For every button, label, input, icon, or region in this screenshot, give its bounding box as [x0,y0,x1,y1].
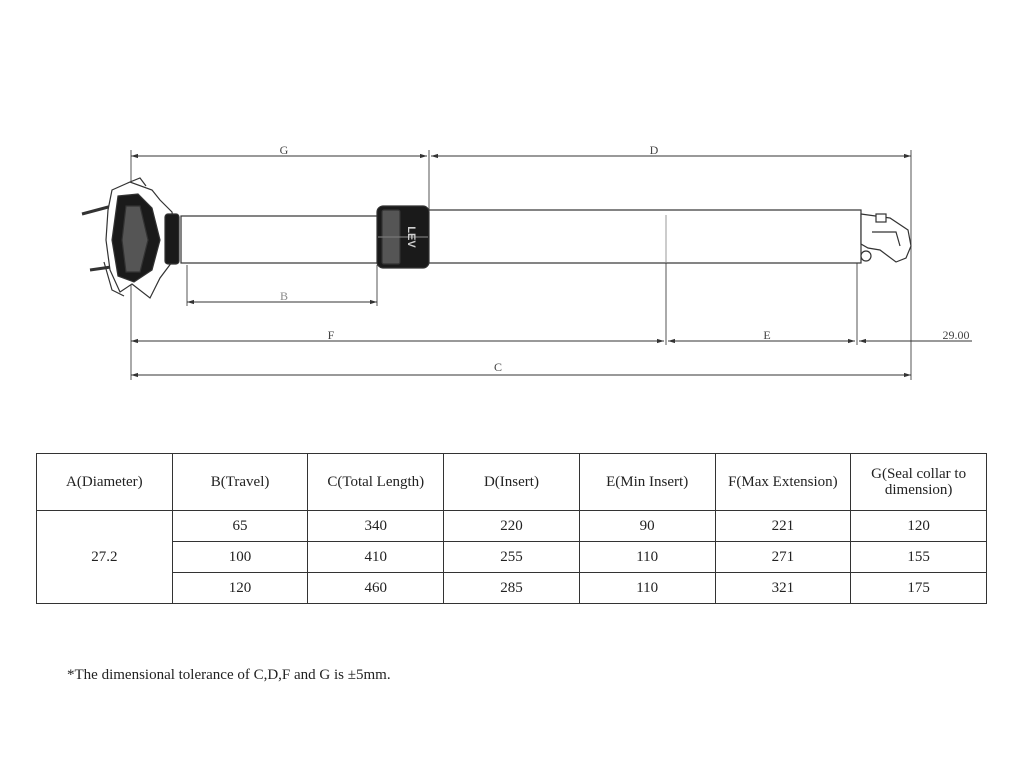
brand-mark: LEV [405,226,417,248]
seatpost [82,178,911,298]
dim-f-label: F [327,328,335,342]
header-d-insert: D(Insert) [444,454,580,511]
table-cell: 220 [444,511,580,542]
table-cell: 100 [172,542,308,573]
table-cell: 255 [444,542,580,573]
table-cell: 175 [851,573,987,604]
table-cell: 271 [715,542,851,573]
table-cell: 155 [851,542,987,573]
diameter-cell: 27.2 [37,511,173,604]
dim-g-label: G [279,143,289,157]
cable-actuator [861,214,911,262]
table-cell: 321 [715,573,851,604]
table-cell: 120 [851,511,987,542]
header-f-max-extension: F(Max Extension) [715,454,851,511]
table-row [37,511,987,542]
table-cell: 285 [444,573,580,604]
table-cell: 460 [308,573,444,604]
upper-stanchion [181,216,381,263]
header-e-min-insert: E(Min Insert) [579,454,715,511]
table-cell: 110 [579,573,715,604]
dim-tip-label: 29.00 [942,328,970,342]
lower-tube [427,210,861,263]
table-cell: 221 [715,511,851,542]
extension-lines [131,150,911,380]
header-a-diameter: A(Diameter) [37,454,173,511]
table-cell: 110 [579,542,715,573]
dim-c-label: C [493,360,503,374]
dim-d-label: D [649,143,659,157]
dim-e-label: E [763,328,771,342]
saddle-clamp-head [82,178,179,298]
table-row [37,573,987,604]
tolerance-note: *The dimensional tolerance of C,D,F and G is ±5mm. [67,667,391,683]
dim-b-label: B [279,289,289,303]
dimension-table [36,453,987,604]
dimension-lines [131,156,972,375]
header-g-seal-collar: G(Seal collar to dimension) [851,454,987,511]
table-cell: 120 [172,573,308,604]
table-cell: 410 [308,542,444,573]
header-b-travel: B(Travel) [172,454,308,511]
seal-collar [377,206,429,268]
table-cell: 90 [579,511,715,542]
table-row [37,542,987,573]
table-cell: 340 [308,511,444,542]
table-header-row [37,454,987,511]
header-c-total-length: C(Total Length) [308,454,444,511]
table-cell: 65 [172,511,308,542]
